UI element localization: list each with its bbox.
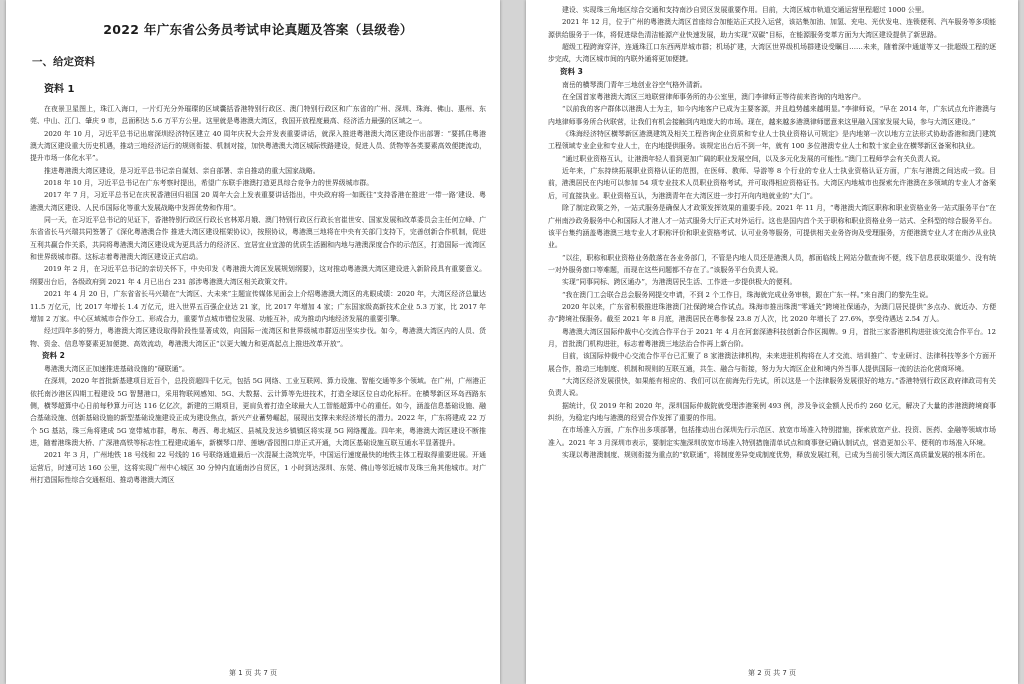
paragraph: 《珠海经济特区横琴新区港澳建筑及相关工程咨询企业资质和专业人士执业资格认可规定》是内地第一次以地方立法形式协助香港和澳门建筑工程领域专业企业和专业人士，在内地提供服务。该规定出台后不到一年，就有 100 多位港澳专业人士和数十家企业在横琴新区备案和执业。 — [548, 130, 996, 151]
paragraph: 除了制定政策之外，一站式服务是确保人才政策发挥效果的重要手段。2021 年 11 月，“粤港澳大湾区职称和职业资格业务一站式服务平台”在广州南沙政务服务中心和国际人才港人才一站式服务大厅正式对外运行。这也是国内首个关于职称和职业资格业务一站式、全科型的综合服务平台。该平台集约涵盖粤港澳三地专业人才职称评价和职业资格考试、认可业务等服务，可提供相关业务咨询及受理服务，方便港澳专业人才在南沙从业执业。 — [548, 204, 996, 250]
material-3-heading: 资料 3 — [560, 66, 583, 76]
paragraph: 2020 年以来，广东省积极推进珠港澳门社保跨境合作试点。珠海市推出珠澳“零通关”跨境社保通办，为澳门居民提供“多点办、就近办、方便办”跨境社保服务。截至 2021 年 8 月底，港澳居民在粤参保 23.8 万人次，比 2020 年增长了 27.6%，享受待遇达 2.54 万人。 — [548, 302, 996, 324]
paragraph: 近年来，广东持续拓展职业资格认证的范围，在医师、教师、导游等 8 个行业的专业人士执业资格认证方面，广东与港澳之间达成一致。目前，港澳居民在内地可以参加 54 项专业技术人员职业资格考试，并可取得相应资格证书。大湾区内地城市也探索允许港澳在多领域的专业人才备案后，可直接执业。职业资格互认，为港澳青年在大湾区进一步打开向内地就业的“大门”。 — [548, 167, 996, 200]
paragraph: 超级工程跨海穿洋，连通珠江口东西两岸城市群；机场扩建，大湾区世界级机场群建设受瞩目……未来，随着深中通道等又一批超级工程的逐步完成，大湾区城市间的内联外通将更加便捷。 — [548, 43, 996, 64]
paragraph: “通过职业资格互认，让港澳年轻人看到更加广阔的职业发展空间，以及多元化发展的可能性。”澳门工程师学会有关负责人说。 — [562, 154, 945, 163]
document-title: 2022 年广东省公务员考试申论真题及答案（县级卷） — [103, 22, 413, 37]
material-1-body — [30, 103, 486, 350]
section-heading: 一、给定资料 — [32, 56, 95, 68]
paragraph: 2018 年 10 月，习近平总书记在广东考察时提出，希望广东联手港澳打造更具综合竞争力的世界级城市群。 — [44, 179, 374, 188]
paragraph: 2021 年 4 月 20 日，广东省省长马兴瑞在“大湾区、大未来”主题宣传媒体见面会上介绍粤港澳大湾区的兆眼成绩：2020 年，大湾区经济总量达 11.5 万亿元，比 2017 年增长 1.4 万亿元，进入世界五百强企业达 21 家，比 2017 年增加 4 家；广东国家级高新技术企业 5.3 万家，比 2017 年增加 2 万家。中心区域城市合作分工、形成合力，重要节点城市错位发展、功能互补，成为推动内地经济发展的重要引擎。 — [30, 290, 486, 323]
document-page-1 — [6, 0, 500, 684]
paragraph: “我在澳门工会联合总会服务网提交申请，不到 2 个工作日，珠海就完成业务审核，跟在广东一样。”来自澳门的黎先生说。 — [562, 290, 933, 299]
material-3-body — [548, 79, 996, 462]
page-footer: 第 2 页 共 7 页 — [747, 669, 797, 677]
paragraph: “以前我的客户群体以港澳人士为主，如今内地客户已成为主要客源，并且趋势越来越明显。”李律师说，“早在 2014 年，广东试点允许港澳与内地律师事务所合伙联营，让我们有机会接触到内地庞大的市场。现在，越来越多港澳律师愿意来这里融入国家发展大局，参与大湾区建设。” — [548, 105, 996, 126]
page-footer: 第 1 页 共 7 页 — [228, 669, 278, 677]
paragraph: 2021 年 3 月，广州地铁 18 号线和 22 号线的 16 号联络通道最后一次混凝土浇筑完毕，中国运行速度最快的地铁主体工程取得重要进展。开通运营后，时速可达 160 公里，这将实现广州中心城区 30 分钟内直通南沙自贸区，1 小时到达深圳、东莞、佛山等邻近城市及珠三角其他城市。对广州打造国际性综合交通枢纽、推动粤港澳大湾区 — [30, 451, 486, 484]
material-1-heading: 资料 1 — [44, 84, 75, 95]
paragraph: 建设、实现珠三角地区综合交通和支持南沙自贸区发展重要作用。目前，大湾区城市轨道交通运营里程超过 1000 公里。 — [562, 6, 929, 14]
paragraph: 粤港澳大湾区正加速推进基础设施的“硬联通”。 — [44, 364, 189, 373]
paragraph: 推进粤港澳大湾区建设，是习近平总书记亲自谋划、亲自部署、亲自推动的重大国家战略。 — [44, 166, 320, 175]
paragraph: “大湾区经济发展很快，如果能有相应的、我们可以在前海先行先试，所以这是一个法律服务发展很好的地方。”香港特别行政区政府律政司有关负责人说。 — [548, 376, 996, 398]
paragraph: 目前，该国际仲裁中心交流合作平台已汇聚了 8 家港澳法律机构，未来进驻机构将在人才交流、培训推广、专业研讨、法律科技等多个方面开展合作，推动三地制度、机制和规则的互联互通，共生、融合与衔接，努力为大湾区企业和境内外当事人提供国际一流的法治化营商环境。 — [548, 352, 996, 373]
material-2-continued — [548, 4, 996, 66]
paragraph: 2021 年 12 月，位于广州的粤港澳大湾区首座综合加能站正式投入运营，该站集加油、加氢、充电、光伏发电、连锁便利、汽车服务等多项能源供给服务于一体，将促进绿色清洁能源产业快速发展，助力实现“双碳”目标，在能源服务变革方面为大湾区建设提供了新思路。 — [548, 18, 996, 39]
paragraph: 在夜景卫星图上，珠江入海口，一片灯光分外璀璨的区域囊括香港特别行政区、澳门特别行政区和广东省的广州、深圳、珠海、佛山、惠州、东莞、中山、江门、肇庆 9 市，总面积达 5.6 万平方公里。这里就是粤港澳大湾区，我国开放程度最高、经济活力最强的区域之一。 — [30, 105, 486, 126]
paragraph: 在全国首家粤港澳大湾区三地联营律师事务所的办公室里，澳门李律师正等待前来咨询的内地客户。 — [562, 93, 866, 102]
paragraph: 实现以粤港澳制度、规则衔接为重点的“软联通”，将制度差异变成制度优势，释放发展红利，已成为当前引领大湾区高质量发展的根本所在。 — [562, 451, 990, 460]
paragraph: 实现“同事同标、跨区通办”，为港澳居民生活、工作进一步提供极大的便利。 — [562, 278, 797, 287]
paragraph: 南岳的横琴澳门青年三地创业谷空气格外清新。 — [562, 80, 707, 89]
paragraph: 在深圳，2020 年首批新基建项目近百个，总投资超四千亿元，包括 5G 网络、工业互联网、算力设施、智能交通等多个领域。在广州，广州港正依托南沙港区四期工程建设 5G 智慧港口，采用物联网感知、5G、大数据、云计算等先进技术，打造全球区位自动化标杆。在横琴新区环岛西路东侧，横琴超算中心日前每秒算力可达 116 亿亿次，新建的三期项目，更肩负着打造全球最大人工智能超算中心的重任。如今，涵盖信息基础设施、融合基础设施、创新基础设施的新型基础设施建设正成为建设焦点，新兴产业蓄势崛起，展现出支撑未来经济增长的潜力。2022 年，广东将建成 22 万个 5G 基站，珠三角将建成 5G 宽带城市群，粤东、粤西、粤北城区、县城及发达乡镇镇区将实现 5G 网络覆盖。四年来，粤港澳大湾区建设不断推进，随着港珠澳大桥、广深港高铁等标志性工程建成通车，新横琴口岸、莲塘/香园围口岸正式开通，大湾区基础设施互联互通水平显著提升。 — [30, 377, 486, 447]
paragraph: 2017 年 7 月，习近平总书记在庆祝香港回归祖国 20 周年大会上发表重要讲话指出，中央政府将一如既往“支持香港在推进‘一带一路’建设、粤港澳大湾区建设、人民币国际化等重大发展战略中发挥优势和作用”。 — [30, 191, 486, 212]
paragraph: 2019 年 2 月，在习近平总书记的亲切关怀下，中央印发《粤港澳大湾区发展规划纲要》，这对推动粤港澳大湾区建设进入新阶段具有重要意义。纲要出台后，各级政府到 2021 年 4 月已出台 231 部涉粤港澳大湾区相关政策文件。 — [30, 265, 486, 286]
material-2-heading: 资料 2 — [42, 350, 65, 360]
document-page-2 — [526, 0, 1018, 684]
paragraph: 同一天，在习近平总书记的见证下，香港特别行政区行政长官林郑月娥、澳门特别行政区行政长官崔世安、国家发展和改革委员会主任何立峰、广东省省长马兴瑞共同签署了《深化粤港澳合作 推进大湾区建设框架协议》，按照协议，粤港澳三地将在中央有关部门支持下，完善创新合作机制，促进互利共赢合作关系，共同将粤港澳大湾区建设成为更具活力的经济区、宜居宜业宜游的优质生活圈和内地与港澳深度合作的示范区，打造国际一流湾区和世界级城市群。这标志着粤港澳大湾区建设正式启动。 — [30, 216, 486, 262]
material-2-body — [30, 363, 486, 486]
paragraph: 经过四年多的努力，粤港澳大湾区建设取得阶段性显著成效，向国际一流湾区和世界级城市群迈出坚实步伐。如今，粤港澳大湾区内的人员、货物、资金、信息等要素更加便捷、高效流动，粤港澳大湾区正“以更大魄力和更高起点上推进改革开放”。 — [30, 327, 486, 348]
paragraph: 2020 年 10 月，习近平总书记出席深圳经济特区建立 40 周年庆祝大会并发表重要讲话，就深入推进粤港澳大湾区建设作出部署：“要抓住粤港澳大湾区建设重大历史机遇，推动三地经济运行的规则衔接、机制对接，加快粤港澳大湾区城际铁路建设，促进人员、货物等各类要素高效便捷流动，提升市场一体化水平”。 — [30, 129, 486, 163]
paragraph: 据统计，仅 2019 年和 2020 年，深圳国际仲裁院就受理涉港案例 493 例，涉及争议金额人民币约 260 亿元，解决了大量的涉港澳跨境商事纠纷，为稳定内地与港澳的经贸合作发挥了重要的作用。 — [548, 401, 996, 422]
paragraph: “以往，职称和职业资格业务散落在各业务部门，不管是内地人员还是港澳人员，都面临线上网站分散查询不便，线下信息获取渠道少、没有统一对外服务窗口等难题，而现在这些问题都不存在了。”该服务平台负责人说。 — [548, 253, 996, 274]
paragraph: 粤港澳大湾区国际仲裁中心交流合作平台于 2021 年 4 月在河套深港科技创新合作区揭牌。9 月，首批三家香港机构进驻该交流合作平台。12 月，首批澳门机构进驻，标志着粤港澳三地法治合作再上新台阶。 — [548, 327, 996, 348]
paragraph: 在市场准入方面，广东作出多项部署，包括推动出台深圳先行示范区、放宽市场准入特别措施，探索放宽产业、投资、医药、金融等领域市场准入。2021 年 3 月深圳市表示，要制定实施深圳放宽市场准入特别措施清单试点和商事登记确认制试点，营造更加公平、便利的市场准入环境。 — [548, 426, 996, 447]
